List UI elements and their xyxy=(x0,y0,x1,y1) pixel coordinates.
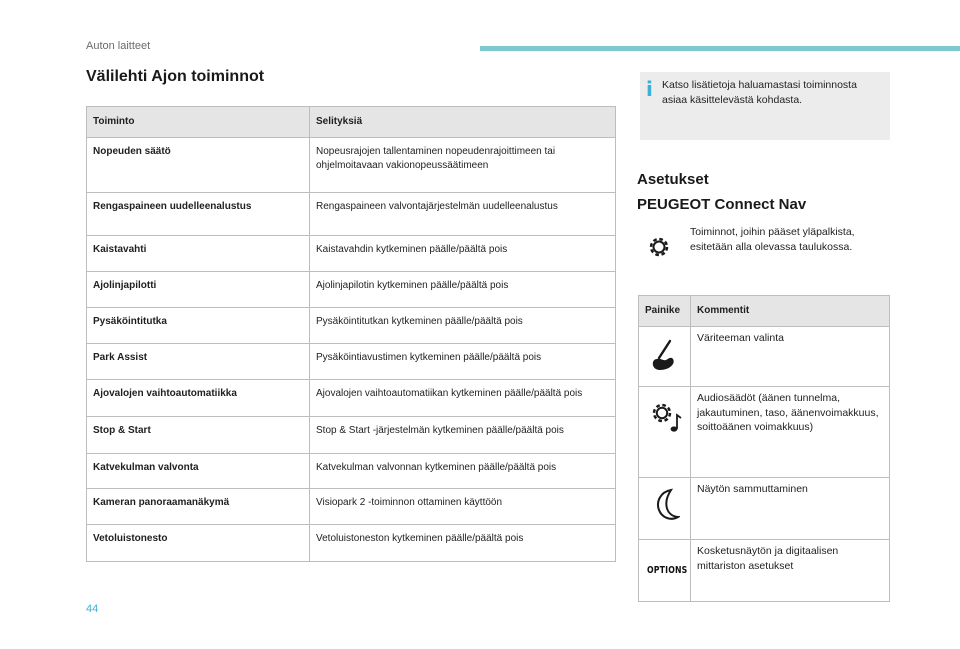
column-header: Kommentit xyxy=(691,296,890,327)
function-description: Ajolinjapilotin kytkeminen päälle/päältä pois xyxy=(310,272,616,308)
function-name: Kameran panoraamanäkymä xyxy=(87,489,310,525)
icon-cell xyxy=(639,327,691,387)
function-description: Stop & Start -järjestelmän kytkeminen päälle/päältä pois xyxy=(310,417,616,454)
icon-cell xyxy=(639,540,691,602)
table-row xyxy=(87,138,616,193)
table-header-row xyxy=(639,296,890,327)
section-header: Auton laitteet xyxy=(86,40,151,52)
table-row xyxy=(639,387,890,478)
gear-music-icon xyxy=(649,401,685,435)
settings-intro: Toiminnot, joihin pääset yläpalkista, esitetään alla olevassa taulukossa. xyxy=(690,226,855,254)
function-name: Park Assist xyxy=(87,344,310,380)
table-row xyxy=(87,344,616,380)
function-description: Pysäköintitutkan kytkeminen päälle/päältä pois xyxy=(310,308,616,344)
table-row xyxy=(639,478,890,540)
moon-icon xyxy=(652,488,680,522)
function-description: Nopeusrajojen tallentaminen nopeudenrajoittimeen tai ohjelmoitavaan vakionopeussäätimeen xyxy=(310,138,616,193)
header-accent-bar xyxy=(480,46,960,51)
comment-text: Kosketusnäytön ja digitaalisen mittariston asetukset xyxy=(691,540,890,602)
function-name: Pysäköintitutka xyxy=(87,308,310,344)
settings-heading: Asetukset xyxy=(637,171,709,188)
table-row xyxy=(87,417,616,454)
comment-text: Väriteeman valinta xyxy=(691,327,890,387)
function-description: Rengaspaineen valvontajärjestelmän uudelleenalustus xyxy=(310,193,616,236)
table-row xyxy=(87,193,616,236)
column-header: Toiminto xyxy=(87,107,310,138)
info-icon: i xyxy=(646,77,653,101)
gear-icon xyxy=(646,234,672,260)
function-description: Vetoluistoneston kytkeminen päälle/päältä pois xyxy=(310,525,616,562)
table-row xyxy=(87,489,616,525)
column-header: Painike xyxy=(639,296,691,327)
function-name: Katvekulman valvonta xyxy=(87,454,310,489)
table-header-row xyxy=(87,107,616,138)
settings-table xyxy=(638,295,890,602)
function-description: Katvekulman valvonnan kytkeminen päälle/päältä pois xyxy=(310,454,616,489)
icon-cell xyxy=(639,387,691,478)
function-name: Vetoluistonesto xyxy=(87,525,310,562)
table-row xyxy=(87,454,616,489)
page-title: Välilehti Ajon toiminnot xyxy=(86,68,265,85)
table-row xyxy=(87,272,616,308)
table-row xyxy=(87,308,616,344)
info-note-text: Katso lisätietoja haluamastasi toiminnosta asiaa käsittelevästä kohdasta. xyxy=(662,79,857,107)
icon-cell xyxy=(639,478,691,540)
function-name: Ajovalojen vaihtoautomatiikka xyxy=(87,380,310,417)
info-note xyxy=(640,72,890,140)
table-row xyxy=(87,525,616,562)
settings-subheading: PEUGEOT Connect Nav xyxy=(637,196,807,213)
table-row xyxy=(639,540,890,602)
table-row xyxy=(639,327,890,387)
palette-icon xyxy=(649,339,679,373)
functions-table xyxy=(86,106,616,562)
function-name: Ajolinjapilotti xyxy=(87,272,310,308)
table-row xyxy=(87,236,616,272)
function-description: Pysäköintiavustimen kytkeminen päälle/päältä pois xyxy=(310,344,616,380)
function-name: Stop & Start xyxy=(87,417,310,454)
function-description: Kaistavahdin kytkeminen päälle/päältä pois xyxy=(310,236,616,272)
function-description: Ajovalojen vaihtoautomatiikan kytkeminen päälle/päältä pois xyxy=(310,380,616,417)
function-name: Nopeuden säätö xyxy=(87,138,310,193)
comment-text: Audiosäädöt (äänen tunnelma, jakautuminen, taso, äänenvoimakkuus, soittoäänen voimakkuus) xyxy=(691,387,890,478)
function-description: Visiopark 2 -toiminnon ottaminen käyttöön xyxy=(310,489,616,525)
page-number: 44 xyxy=(86,603,99,615)
options-icon: OPTIONS xyxy=(647,565,688,576)
function-name: Rengaspaineen uudelleenalustus xyxy=(87,193,310,236)
comment-text: Näytön sammuttaminen xyxy=(691,478,890,540)
function-name: Kaistavahti xyxy=(87,236,310,272)
column-header: Selityksiä xyxy=(310,107,616,138)
table-row xyxy=(87,380,616,417)
